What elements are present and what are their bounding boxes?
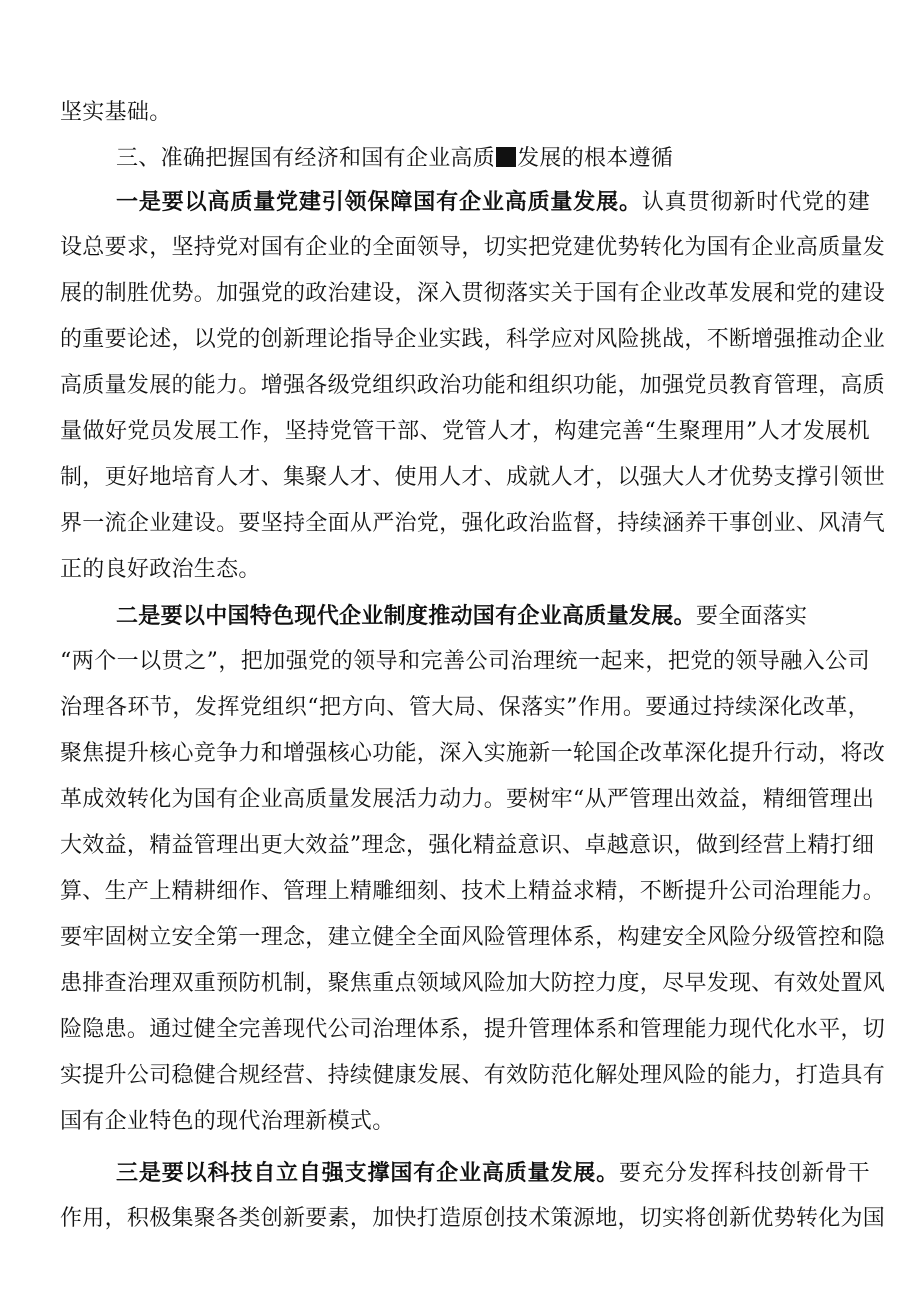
paragraph-2-lead: 二是要以中国特色现代企业制度推动国有企业高质量发展。 <box>116 603 696 629</box>
paragraph-1-line: 正的良好政治生态。 <box>60 557 261 582</box>
paragraph-1-line: 制，更好地培育人才、集聚人才、使用人才、成就人才，以强大人才优势支撑引领世 <box>60 465 886 490</box>
paragraph-continuation: 坚实基础。 <box>60 100 172 125</box>
paragraph-1-lead: 一是要以高质量党建引领保障国有企业高质量发展。 <box>116 189 642 215</box>
section-heading-text-b: 发展的根本遵循 <box>517 146 674 171</box>
section-heading <box>116 144 870 174</box>
paragraph-1-line: 的重要论述，以党的创新理论指导企业实践，科学应对风险挑战，不断增强推动企业 <box>60 327 886 352</box>
paragraph-2-line: 国有企业特色的现代治理新模式。 <box>60 1109 395 1134</box>
paragraph-3-lead: 三是要以科技自立自强支撑国有企业高质量发展。 <box>116 1160 620 1186</box>
paragraph-2-first-rest: 要全面落实 <box>695 604 808 629</box>
paragraph-1-line: 高质量发展的能力。增强各级党组织政治功能和组织功能，加强党员教育管理，高质 <box>60 373 886 398</box>
paragraph-3-first-line <box>116 1158 870 1189</box>
paragraph-2-line: 聚焦提升核心竞争力和增强核心功能，深入实施新一轮国企改革深化提升行动，将改 <box>60 741 886 766</box>
paragraph-1-first-line <box>116 187 870 218</box>
paragraph-2-line: 治理各环节，发挥党组织“把方向、管大局、保落实”作用。要通过持续深化改革， <box>60 695 870 720</box>
paragraph-2-line: 算、生产上精耕细作、管理上精雕细刻、技术上精益求精，不断提升公司治理能力。 <box>60 879 886 904</box>
section-heading-text-a: 三、准确把握国有经济和国有企业高质 <box>116 146 496 171</box>
paragraph-1-line: 界一流企业建设。要坚持全面从严治党，强化政治监督，持续涵养干事创业、风清气 <box>60 511 886 536</box>
paragraph-3-first-rest: 要充分发挥科技创新骨干 <box>619 1161 870 1186</box>
paragraph-2-line: 要牢固树立安全第一理念，建立健全全面风险管理体系，构建安全风险分级管控和隐 <box>60 925 886 950</box>
paragraph-1-first-rest: 认真贯彻新时代党的建 <box>641 190 870 215</box>
paragraph-2-line: 患排查治理双重预防机制，聚焦重点领域风险加大防控力度，尽早发现、有效处置风 <box>60 971 886 996</box>
paragraph-2-line: 大效益，精益管理出更大效益”理念，强化精益意识、卓越意识，做到经营上精打细 <box>60 833 875 858</box>
paragraph-1-line: 展的制胜优势。加强党的政治建设，深入贯彻落实关于国有企业改革发展和党的建设 <box>60 281 886 306</box>
paragraph-3-line: 作用，积极集聚各类创新要素，加快打造原创技术策源地，切实将创新优势转化为国 <box>60 1206 886 1231</box>
paragraph-2-line: “两个一以贯之”，把加强党的领导和完善公司治理统一起来，把党的领导融入公司 <box>60 649 870 674</box>
redaction-mark-icon <box>496 147 516 167</box>
paragraph-2-line: 革成效转化为国有企业高质量发展活力动力。要树牢“从严管理出效益，精细管理出 <box>60 787 875 812</box>
paragraph-1-line: 量做好党员发展工作，坚持党管干部、党管人才，构建完善“生聚理用”人才发展机 <box>60 419 870 444</box>
paragraph-2-line: 险隐患。通过健全完善现代公司治理体系，提升管理体系和管理能力现代化水平，切 <box>60 1017 886 1042</box>
paragraph-2-line: 实提升公司稳健合规经营、持续健康发展、有效防范化解处理风险的能力，打造具有 <box>60 1063 886 1088</box>
paragraph-2-first-line <box>116 601 870 632</box>
paragraph-1-line: 设总要求，坚持党对国有企业的全面领导，切实把党建优势转化为国有企业高质量发 <box>60 235 886 260</box>
